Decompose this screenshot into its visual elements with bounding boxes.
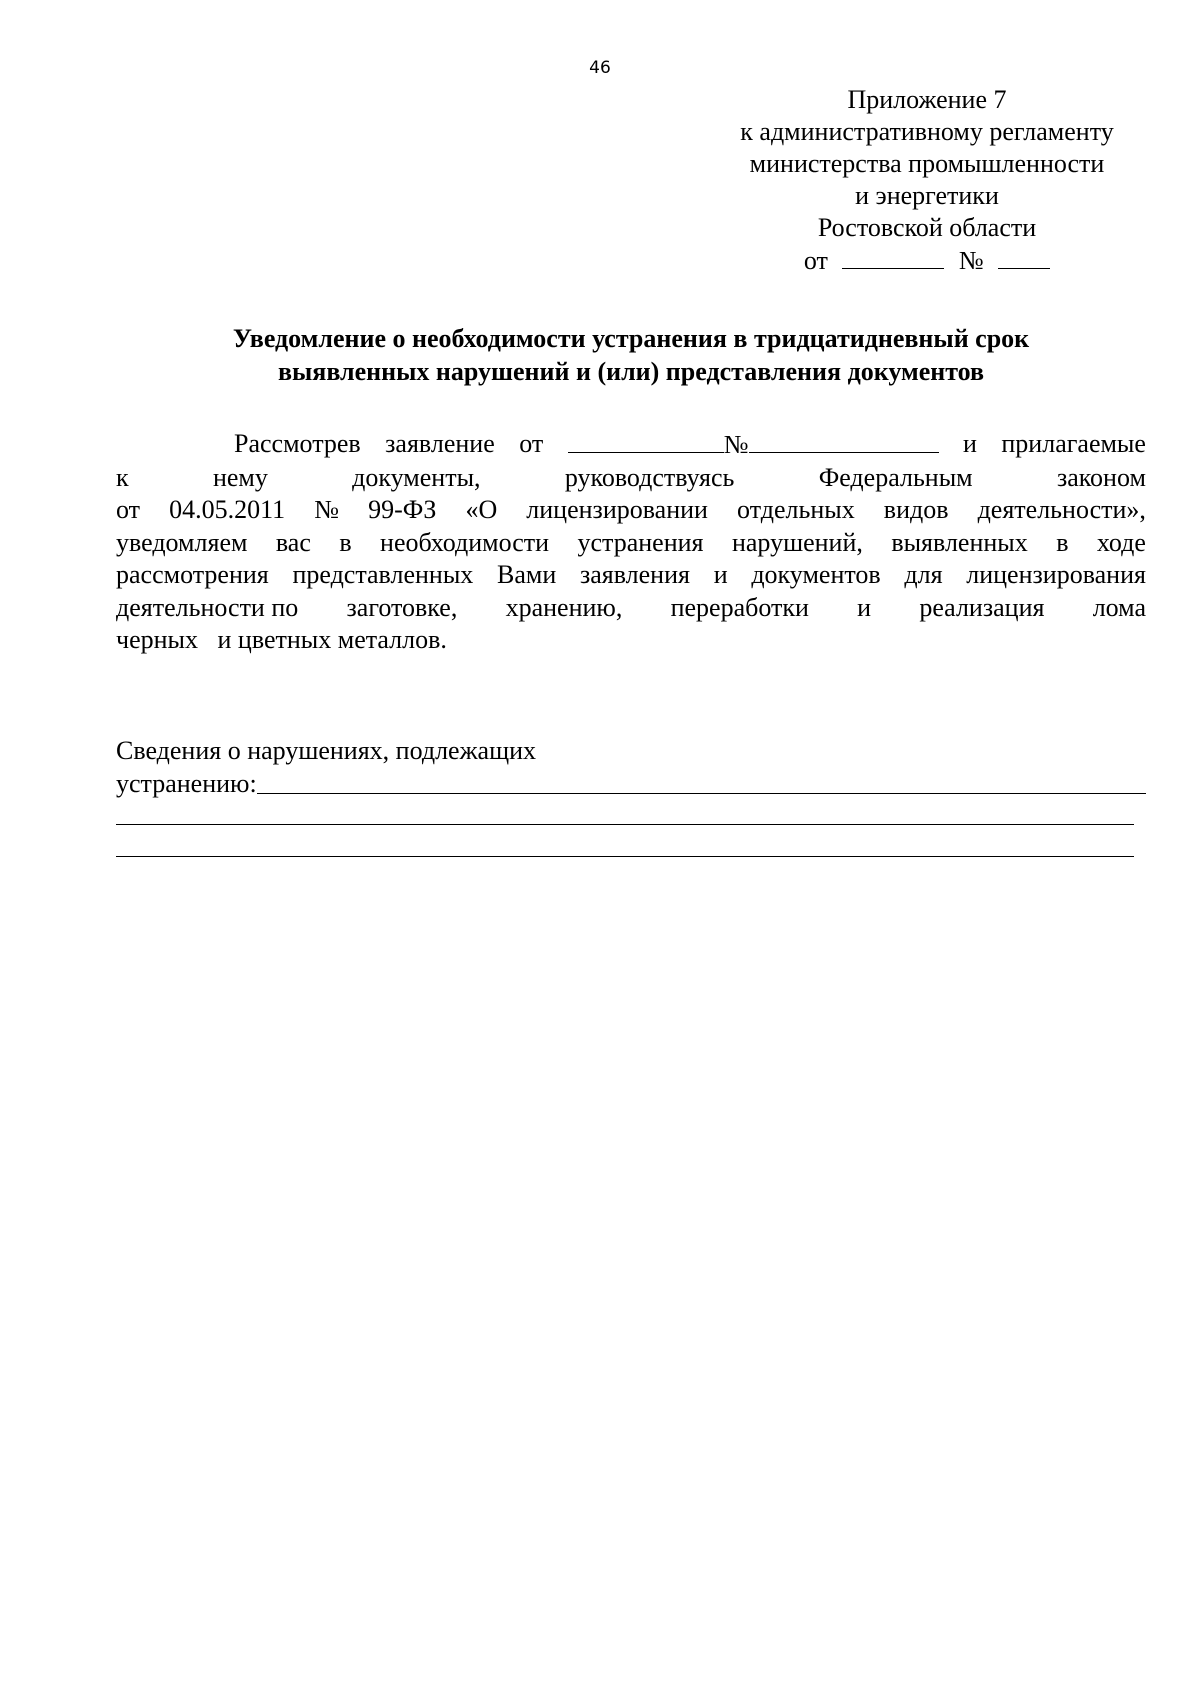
body-word: для	[904, 560, 943, 589]
violations-blank-line	[116, 824, 1134, 825]
body-word: №	[314, 495, 340, 524]
violations-label-end: устранению:	[116, 769, 257, 798]
appendix-line: и энергетики	[855, 181, 999, 210]
body-line-6	[116, 592, 1146, 625]
notice-body	[116, 428, 1146, 657]
appendix-date-blank	[842, 244, 944, 269]
body-word: реализация	[919, 592, 1045, 622]
body-word: документы,	[352, 462, 481, 492]
title-line-2: выявленных нарушений и (или) представления документов	[277, 357, 985, 386]
body-word: «О	[465, 495, 498, 524]
body-word: нему	[212, 462, 268, 492]
appendix-number-blank	[998, 244, 1050, 269]
body-word: выявленных	[891, 527, 1028, 557]
violations-blank-line	[257, 767, 1146, 794]
body-word: уведомляем	[116, 527, 248, 557]
body-word: и	[857, 592, 872, 622]
body-word: и	[713, 560, 728, 589]
appendix-line: к административному регламенту	[740, 117, 1114, 146]
appendix-number-sign: №	[958, 246, 984, 275]
appendix-header	[720, 84, 1134, 277]
body-word: переработки	[670, 592, 809, 622]
body-word: Федеральным	[818, 462, 973, 492]
body-word: лицензировании	[526, 495, 708, 524]
violations-section	[116, 734, 1146, 800]
appendix-line: Ростовской области	[817, 213, 1037, 242]
application-ref-field	[568, 428, 939, 462]
application-number-sign: №	[723, 430, 749, 459]
body-word: устранения	[577, 527, 704, 557]
body-word: 04.05.2011	[169, 495, 286, 524]
body-line-1	[116, 428, 1146, 462]
body-word: законом	[1056, 462, 1146, 492]
violations-blank-line	[116, 856, 1134, 857]
body-word: в	[1056, 527, 1069, 557]
body-word: от	[116, 495, 141, 524]
body-word: представленных	[292, 560, 474, 589]
body-word: 99-ФЗ	[368, 495, 437, 524]
body-word: лома	[1092, 592, 1146, 622]
body-line-7: черных и цветных металлов.	[116, 625, 447, 654]
violations-label: Сведения о нарушениях, подлежащих	[116, 736, 537, 765]
body-word: деятельности по	[116, 592, 299, 622]
body-word: заявление	[385, 429, 495, 458]
body-line-3	[116, 494, 1146, 527]
body-word: отдельных	[737, 495, 855, 524]
application-date-blank	[568, 428, 724, 453]
body-word: в	[339, 527, 352, 557]
body-word: вас	[275, 527, 311, 557]
appendix-date-line	[720, 244, 1134, 277]
appendix-line: Приложение 7	[847, 85, 1007, 114]
body-word: и	[963, 429, 977, 458]
violations-line-2	[116, 767, 1146, 800]
body-word: документов	[751, 560, 881, 589]
body-word: к	[116, 462, 129, 492]
page-number: 46	[589, 58, 611, 78]
body-word: Рассмотрев	[234, 429, 361, 458]
body-word: от	[519, 429, 544, 458]
appendix-line: министерства промышленности	[749, 149, 1105, 178]
body-word: видов	[883, 495, 949, 524]
body-word: лицензирования	[966, 560, 1146, 589]
body-word: рассмотрения	[116, 560, 269, 589]
application-number-blank	[749, 428, 939, 453]
body-word: заготовке,	[346, 592, 458, 622]
body-word: заявления	[579, 560, 690, 589]
body-word: Вами	[497, 560, 557, 589]
body-word: нарушений,	[731, 527, 863, 557]
body-word: необходимости	[380, 527, 550, 557]
document-title	[116, 322, 1146, 388]
body-word: ходе	[1096, 527, 1146, 557]
body-word: хранению,	[505, 592, 623, 622]
body-line-5	[116, 559, 1146, 592]
title-line-1: Уведомление о необходимости устранения в тридцатидневный срок	[232, 324, 1030, 353]
appendix-date-prefix: от	[803, 246, 828, 275]
body-line-2	[116, 462, 1146, 495]
body-word: руководствуясь	[564, 462, 735, 492]
body-line-4	[116, 527, 1146, 560]
body-word: деятельности»,	[977, 495, 1146, 524]
body-word: прилагаемые	[1001, 429, 1146, 458]
